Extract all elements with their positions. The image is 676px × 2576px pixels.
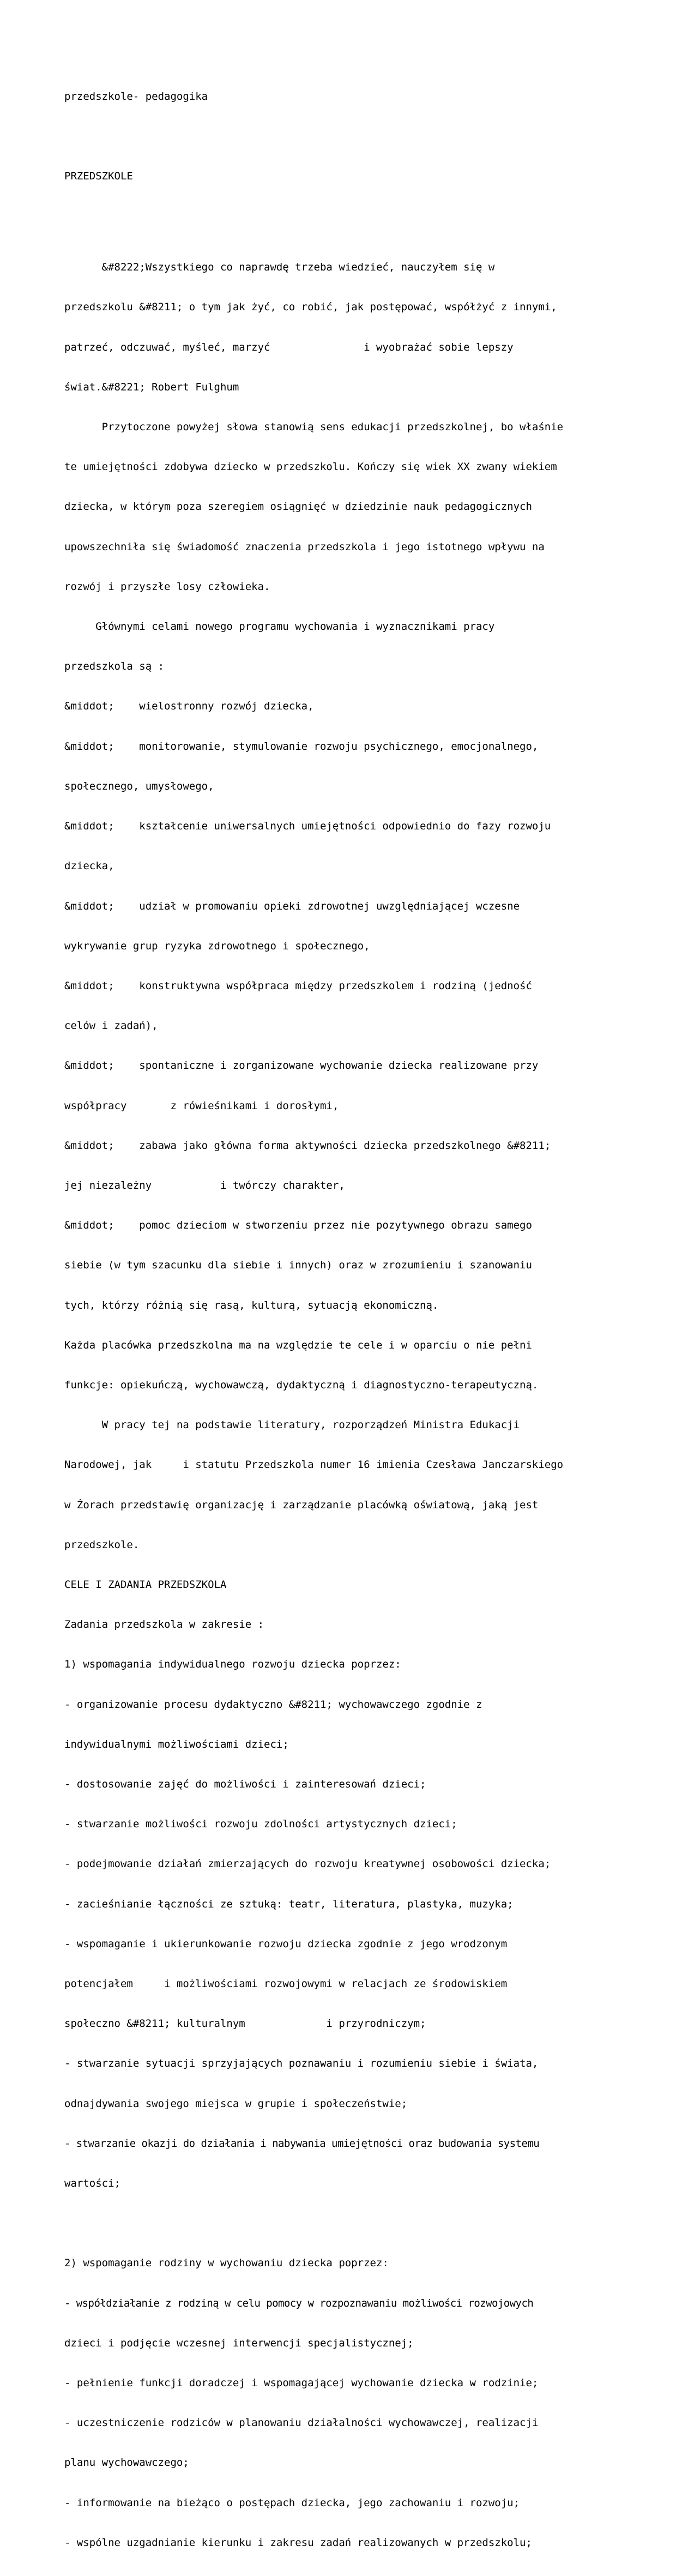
text-line: patrzeć, odczuwać, myśleć, marzyć i wyobrażać sobie lepszy <box>64 341 514 353</box>
text-line: - stwarzanie możliwości rozwoju zdolności artystycznych dzieci; <box>64 1818 457 1831</box>
text-line: dzieci i podjęcie wczesnej interwencji specjalistycznej; <box>64 2337 414 2349</box>
spacer <box>64 130 620 143</box>
text-line: siebie (w tym szacunku dla siebie i innych) oraz w zrozumieniu i szanowaniu <box>64 1259 532 1272</box>
text-line: &middot; konstruktywna współpraca między przedszkolem i rodziną (jedność <box>64 979 532 992</box>
text-line: Przytoczone powyżej słowa stanowią sens edukacji przedszkolnej, bo właśnie <box>64 421 564 434</box>
text-line: Zadania przedszkola w zakresie : <box>64 1618 264 1631</box>
text-line: potencjałem i możliwościami rozwojowymi w relacjach ze środowiskiem <box>64 1977 508 1990</box>
text-line: 2) wspomaganie rodziny w wychowaniu dziecka poprzez: <box>64 2257 389 2270</box>
document-heading: przedszkole- pedagogika <box>64 90 208 103</box>
text-line: przedszkolu &#8211; o tym jak żyć, co robić, jak postępować, współżyć z innymi, <box>64 301 557 314</box>
text-line: Narodowej, jak i statutu Przedszkola numer 16 imienia Czesława Janczarskiego <box>64 1459 564 1471</box>
text-line: &middot; wielostronny rozwój dziecka, <box>64 700 314 713</box>
text-line: - informowanie na bieżąco o postępach dziecka, jego zachowaniu i rozwoju; <box>64 2496 520 2509</box>
text-line: tych, którzy różnią się rasą, kulturą, sytuacją ekonomiczną. <box>64 1299 439 1311</box>
text-line: &#8222;Wszystkiego co naprawdę trzeba wiedzieć, nauczyłem się w <box>64 261 495 274</box>
text-line: - współdziałanie z rodziną w celu pomocy w rozpoznawaniu możliwości rozwojowych <box>64 2297 534 2309</box>
text-line: funkcje: opiekuńczą, wychowawczą, dydaktyczną i diagnostyczno-terapeutyczną. <box>64 1379 539 1391</box>
text-line: współpracy z rówieśnikami i dorosłymi, <box>64 1099 339 1112</box>
text-line: planu wychowawczego; <box>64 2457 189 2469</box>
text-line: - podejmowanie działań zmierzających do rozwoju kreatywnej osobowości dziecka; <box>64 1858 551 1870</box>
text-line: odnajdywania swojego miejsca w grupie i społeczeństwie; <box>64 2097 408 2110</box>
text-line: - stwarzanie sytuacji sprzyjających poznawaniu i rozumieniu siebie i świata, <box>64 2057 539 2070</box>
text-line: - stwarzanie okazji do działania i nabywania umiejętności oraz budowania systemu <box>64 2137 540 2150</box>
text-line: Głównymi celami nowego programu wychowania i wyznacznikami pracy <box>64 621 495 633</box>
document-title: PRZEDSZKOLE <box>64 170 133 182</box>
text-line: &middot; spontaniczne i zorganizowane wychowanie dziecka realizowane przy <box>64 1060 539 1072</box>
text-line: celów i zadań), <box>64 1020 158 1032</box>
text-line: &middot; kształcenie uniwersalnych umiejętności odpowiednio do fazy rozwoju <box>64 820 551 833</box>
text-line: - wspomaganie i ukierunkowanie rozwoju dziecka zgodnie z jego wrodzonym <box>64 1937 508 1950</box>
text-line: - dostosowanie zajęć do możliwości i zainteresowań dzieci; <box>64 1778 426 1790</box>
text-line: Każda placówka przedszkolna ma na względzie te cele i w oparciu o nie pełni <box>64 1339 532 1351</box>
text-line: &middot; zabawa jako główna forma aktywności dziecka przedszkolnego &#8211; <box>64 1139 551 1152</box>
blank-line <box>64 2217 620 2230</box>
text-line: te umiejętności zdobywa dziecko w przedszkolu. Kończy się wiek XX zwany wiekiem <box>64 461 557 473</box>
document-text <box>64 63 620 2576</box>
text-line: upowszechniła się świadomość znaczenia przedszkola i jego istotnego wpływu na <box>64 540 545 553</box>
text-line: społecznego, umysłowego, <box>64 780 214 792</box>
text-line: wartości; <box>64 2177 120 2189</box>
text-line: społeczno &#8211; kulturalnym i przyrodniczym; <box>64 2018 426 2030</box>
text-line: - uczestniczenie rodziców w planowaniu działalności wychowawczej, realizacji <box>64 2417 539 2429</box>
text-line: &middot; udział w promowaniu opieki zdrowotnej uwzględniającej wczesne <box>64 900 520 912</box>
text-line: wykrywanie grup ryzyka zdrowotnego i społecznego, <box>64 940 370 952</box>
text-line: &middot; monitorowanie, stymulowanie rozwoju psychicznego, emocjonalnego, <box>64 740 539 753</box>
text-line: dziecka, <box>64 860 114 872</box>
text-line: - pełnienie funkcji doradczej i wspomagającej wychowanie dziecka w rodzinie; <box>64 2377 539 2390</box>
text-line: jej niezależny i twórczy charakter, <box>64 1179 345 1191</box>
text-line: rozwój i przyszłe losy człowieka. <box>64 580 270 593</box>
text-line: dziecka, w którym poza szeregiem osiągnięć w dziedzinie nauk pedagogicznych <box>64 501 532 513</box>
text-line: 1) wspomagania indywidualnego rozwoju dziecka poprzez: <box>64 1658 401 1671</box>
text-line: CELE I ZADANIA PRZEDSZKOLA <box>64 1578 227 1591</box>
text-line: - wspólne uzgadnianie kierunku i zakresu zadań realizowanych w przedszkolu; <box>64 2536 532 2549</box>
text-line: W pracy tej na podstawie literatury, rozporządzeń Ministra Edukacji <box>64 1419 520 1431</box>
text-line: w Żorach przedstawię organizację i zarządzanie placówką oświatową, jaką jest <box>64 1498 539 1511</box>
text-line: indywidualnymi możliwościami dzieci; <box>64 1738 289 1750</box>
text-line: świat.&#8221; Robert Fulghum <box>64 381 239 393</box>
spacer <box>64 209 620 221</box>
text-line: - zacieśnianie łączności ze sztuką: teatr, literatura, plastyka, muzyka; <box>64 1898 514 1910</box>
text-line: przedszkole. <box>64 1538 140 1551</box>
text-line: - organizowanie procesu dydaktyczno &#8211; wychowawczego zgodnie z <box>64 1698 482 1711</box>
text-line: przedszkola są : <box>64 660 165 673</box>
text-line: &middot; pomoc dzieciom w stworzeniu przez nie pozytywnego obrazu samego <box>64 1219 532 1232</box>
